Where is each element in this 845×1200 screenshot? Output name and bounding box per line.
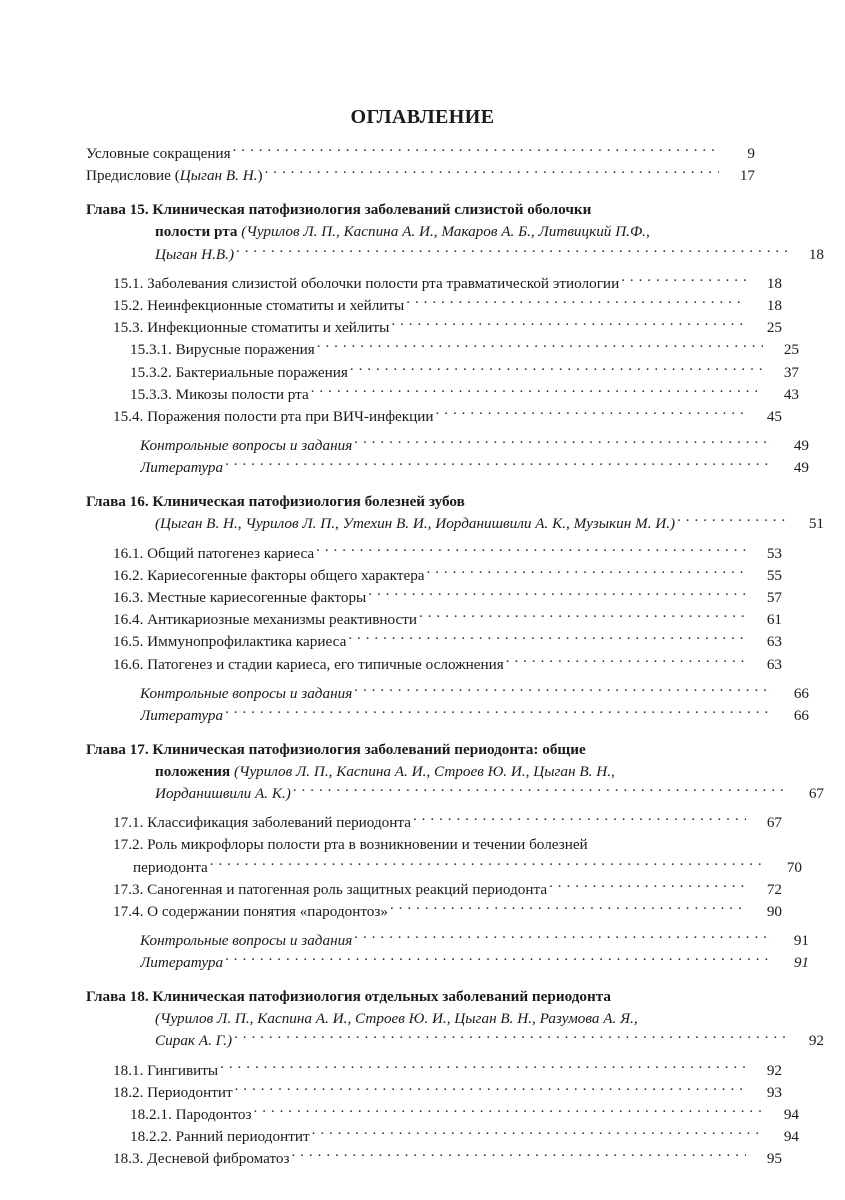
toc-entry-page: 25	[783, 341, 799, 359]
toc-entry-label: 15.3. Инфекционные стоматиты и хейлиты	[113, 319, 390, 337]
dot-leader	[292, 1148, 746, 1163]
toc-entry-page: 49	[793, 437, 809, 455]
dot-leader	[677, 513, 788, 528]
toc-entry-page: 91	[793, 932, 809, 950]
toc-entry-label: 18.3. Десневой фиброматоз	[113, 1150, 290, 1168]
toc-entry[interactable]	[86, 542, 782, 564]
toc-entry-page: 37	[783, 363, 799, 381]
chapter-page: 92	[808, 1032, 824, 1050]
toc-entry[interactable]	[86, 631, 782, 653]
toc-entry[interactable]	[86, 1082, 782, 1104]
toc-entry-page: 94	[783, 1106, 799, 1123]
toc-entry[interactable]	[86, 361, 799, 383]
chapter-title: Глава 17. Клиническая патофизиология заболеваний периодонта: общие	[86, 740, 586, 758]
dot-leader	[549, 879, 746, 894]
toc-entry-page: 63	[766, 633, 782, 651]
toc-entry-label: 16.1. Общий патогенез кариеса	[113, 544, 315, 562]
toc-entry-page: 95	[766, 1150, 782, 1168]
chapter-heading-line[interactable]	[86, 513, 824, 535]
toc-entry[interactable]	[86, 1126, 799, 1148]
toc-entry[interactable]	[86, 834, 782, 856]
dot-leader	[368, 587, 746, 602]
toc-entry-literature[interactable]	[86, 705, 809, 727]
dot-leader	[348, 631, 746, 646]
dot-leader	[225, 457, 773, 472]
toc-entry[interactable]	[86, 901, 782, 923]
dot-leader	[233, 143, 719, 158]
toc-entry-label: 17.4. О содержании понятия «пародонтоз»	[113, 902, 388, 920]
section-gap	[86, 727, 755, 739]
toc-entry-literature[interactable]	[86, 952, 809, 974]
gap	[86, 1052, 755, 1059]
toc-entry-page: 93	[766, 1083, 782, 1101]
toc-chapter-block	[86, 739, 824, 974]
toc-entry-page: 25	[766, 319, 782, 337]
toc-entry-abbreviations[interactable]	[86, 143, 755, 165]
dot-leader	[350, 361, 763, 376]
toc-entry-label: 18.2. Периодонтит	[113, 1083, 233, 1101]
gap	[86, 535, 755, 542]
toc-entry-page: 90	[766, 902, 782, 920]
chapter-title-cont	[155, 761, 615, 783]
dot-leader	[621, 273, 746, 288]
chapter-title-cont	[155, 221, 650, 243]
toc-entry-page: 49	[793, 459, 809, 477]
toc-entry-label: 15.3.2. Бактериальные поражения	[130, 363, 348, 381]
toc-entry-page: 91	[793, 954, 809, 972]
toc-entry-page: 63	[766, 655, 782, 673]
toc-entry-page: 45	[766, 407, 782, 425]
section-gap	[86, 974, 755, 986]
dot-leader	[235, 1082, 746, 1097]
toc-entry-label: 17.1. Классификация заболеваний периодонта	[113, 814, 411, 832]
toc-entry[interactable]	[86, 295, 782, 317]
toc-entry-page: 17	[739, 167, 755, 185]
toc-entry-control-questions[interactable]	[86, 930, 809, 952]
toc-entry-label: Условные сокращения	[86, 145, 231, 163]
gap	[86, 428, 755, 435]
toc-entry-page: 61	[766, 611, 782, 629]
dot-leader	[265, 165, 719, 180]
toc-entry[interactable]	[86, 1148, 782, 1170]
gap	[86, 923, 755, 930]
toc-entry-label: периодонта	[133, 858, 208, 876]
toc-entry-page: 43	[783, 385, 799, 403]
toc-entry[interactable]	[86, 406, 782, 428]
dot-leader	[506, 653, 746, 668]
toc-entry-preface[interactable]	[86, 165, 755, 187]
dot-leader	[354, 930, 773, 945]
toc-entry[interactable]	[86, 1059, 782, 1081]
toc-entry[interactable]	[86, 653, 782, 675]
dot-leader	[390, 901, 746, 916]
toc-entry-continuation[interactable]	[86, 856, 802, 878]
dot-leader	[413, 812, 746, 827]
dot-leader	[354, 683, 773, 698]
dot-leader	[311, 384, 763, 399]
toc-entry-control-questions[interactable]	[86, 435, 809, 457]
chapter-heading-line[interactable]	[86, 1030, 824, 1052]
dot-leader	[419, 609, 746, 624]
toc-entry-label: 18.2.1. Пародонтоз	[130, 1106, 252, 1123]
toc-entry-literature[interactable]	[86, 457, 809, 479]
chapter-authors: (Чурилов Л. П., Каспина А. И., Строев Ю. И., Цыган В. Н., Разумова А. Я.,	[155, 1010, 638, 1028]
dot-leader	[391, 317, 746, 332]
chapter-authors: (Чурилов Л. П., Каспина А. И., Макаров А. Б., Литвицкий П.Ф.,	[241, 223, 650, 241]
toc-entry-label: Контрольные вопросы и задания	[140, 684, 353, 702]
gap	[86, 805, 755, 812]
toc-entry-page: 67	[766, 814, 782, 832]
toc-entry-label: 17.3. Саногенная и патогенная роль защитных реакций периодонта	[113, 880, 548, 898]
chapter-heading-line[interactable]	[86, 491, 755, 513]
toc-entry-label: 15.3.3. Микозы полости рта	[130, 385, 309, 403]
chapter-title-bold: полости рта	[155, 223, 238, 241]
toc-entry-page: 53	[766, 544, 782, 562]
toc-entry-label: 15.2. Неинфекционные стоматиты и хейлиты	[113, 296, 405, 314]
dot-leader	[312, 1126, 763, 1141]
chapter-title: Глава 16. Клиническая патофизиология болезней зубов	[86, 493, 465, 511]
gap	[86, 676, 755, 683]
toc-entry-label: 15.3.1. Вирусные поражения	[130, 341, 315, 359]
toc-entry[interactable]	[86, 812, 782, 834]
toc-entry[interactable]	[86, 879, 782, 901]
toc-entry-label: 16.6. Патогенез и стадии кариеса, его типичные осложнения	[113, 655, 504, 673]
toc-entry-authors: Цыган В. Н.	[179, 167, 258, 185]
toc-entry-label: Литература	[140, 706, 224, 724]
dot-leader	[254, 1104, 764, 1119]
toc-entry-label: 15.1. Заболевания слизистой оболочки полости рта травматической этиологии	[113, 274, 620, 292]
toc-entry-label: 15.4. Поражения полости рта при ВИЧ-инфекции	[113, 407, 434, 425]
chapter-authors-cont: Сирак А. Г.)	[155, 1032, 233, 1050]
toc-entry-label: 17.2. Роль микрофлоры полости рта в возникновении и течении болезней	[113, 836, 588, 854]
toc-entry-label	[86, 165, 263, 187]
dot-leader	[317, 339, 763, 354]
dot-leader	[354, 435, 773, 450]
chapter-authors-cont: Иорданишвили А. К.)	[155, 785, 291, 803]
toc-entry[interactable]	[86, 1104, 799, 1126]
chapter-heading-line[interactable]	[86, 761, 824, 783]
dot-leader	[234, 1030, 788, 1045]
toc-chapter-block	[86, 491, 824, 727]
chapter-title: Глава 15. Клиническая патофизиология заболеваний слизистой оболочки	[86, 201, 592, 219]
page-title: ОГЛАВЛЕНИЕ	[350, 106, 495, 128]
chapter-heading-line[interactable]	[86, 243, 824, 265]
chapter-heading-line[interactable]	[86, 783, 824, 805]
toc-entry-control-questions[interactable]	[86, 683, 809, 705]
toc-entry-label: 16.2. Кариесогенные факторы общего характера	[113, 566, 425, 584]
toc-entry-label: Литература	[140, 459, 224, 477]
chapter-authors: (Чурилов Л. П., Каспина А. И., Строев Ю. И., Цыган В. Н.,	[233, 762, 615, 780]
toc-entry-page: 55	[766, 566, 782, 584]
chapter-heading-line[interactable]	[86, 1008, 824, 1030]
toc-entry-label: 16.3. Местные кариесогенные факторы	[113, 589, 367, 606]
dot-leader	[427, 565, 746, 580]
dot-leader	[236, 243, 788, 258]
section-gap	[86, 187, 755, 199]
section-gap	[86, 479, 755, 491]
toc-list	[86, 143, 824, 1170]
dot-leader	[225, 705, 773, 720]
dot-leader	[225, 952, 773, 967]
chapter-page: 18	[808, 245, 824, 263]
toc-entry[interactable]	[86, 587, 782, 609]
chapter-heading-line[interactable]	[86, 986, 755, 1008]
dot-leader	[220, 1059, 746, 1074]
chapter-page: 51	[808, 515, 824, 533]
toc-entry[interactable]	[86, 317, 782, 339]
toc-entry-label: 18.1. Гингивиты	[113, 1061, 219, 1079]
toc-entry-label-tail: )	[257, 167, 263, 185]
toc-entry-page: 92	[766, 1061, 782, 1079]
toc-chapter-block	[86, 986, 824, 1170]
toc-entry-page: 57	[766, 589, 782, 606]
toc-entry-label: Контрольные вопросы и задания	[140, 932, 353, 950]
toc-entry-page: 94	[783, 1128, 799, 1146]
dot-leader	[293, 783, 788, 798]
chapter-authors: (Цыган В. Н., Чурилов Л. П., Утехин В. И., Иорданишвили А. К., Музыкин М. И.)	[155, 515, 676, 533]
toc-entry-page: 66	[793, 706, 809, 724]
dot-leader	[210, 856, 766, 871]
toc-entry[interactable]	[86, 565, 782, 587]
toc-chapter-block	[86, 199, 824, 479]
toc-entry-label: 18.2.2. Ранний периодонтит	[130, 1128, 310, 1146]
chapter-authors-cont: Цыган Н.В.)	[155, 245, 235, 263]
chapter-heading-line[interactable]	[86, 221, 824, 243]
toc-entry-page: 66	[793, 684, 809, 702]
toc-entry-label: Контрольные вопросы и задания	[140, 437, 353, 455]
dot-leader	[406, 295, 746, 310]
toc-entry[interactable]	[86, 339, 799, 361]
chapter-heading-line[interactable]	[86, 199, 755, 221]
toc-entry[interactable]	[86, 384, 799, 406]
toc-entry-label: Литература	[140, 954, 224, 972]
toc-entry-page: 9	[747, 145, 755, 163]
toc-entry-page: 18	[766, 296, 782, 314]
toc-entry[interactable]	[86, 273, 782, 295]
dot-leader	[436, 406, 746, 421]
chapter-page: 67	[808, 785, 824, 803]
chapter-title-bold: положения	[155, 762, 231, 780]
dot-leader	[316, 542, 746, 557]
gap	[86, 266, 755, 273]
toc-entry[interactable]	[86, 609, 782, 631]
toc-entry-page: 70	[786, 858, 802, 876]
toc-entry-page: 18	[766, 274, 782, 292]
toc-entry-label-text: Предисловие (	[86, 167, 180, 185]
toc-entry-label: 16.5. Иммунопрофилактика кариеса	[113, 633, 347, 651]
chapter-heading-line[interactable]	[86, 739, 755, 761]
chapter-title: Глава 18. Клиническая патофизиология отдельных заболеваний периодонта	[86, 988, 611, 1006]
toc-entry-page: 72	[766, 880, 782, 898]
toc-entry-label: 16.4. Антикариозные механизмы реактивности	[113, 611, 418, 629]
